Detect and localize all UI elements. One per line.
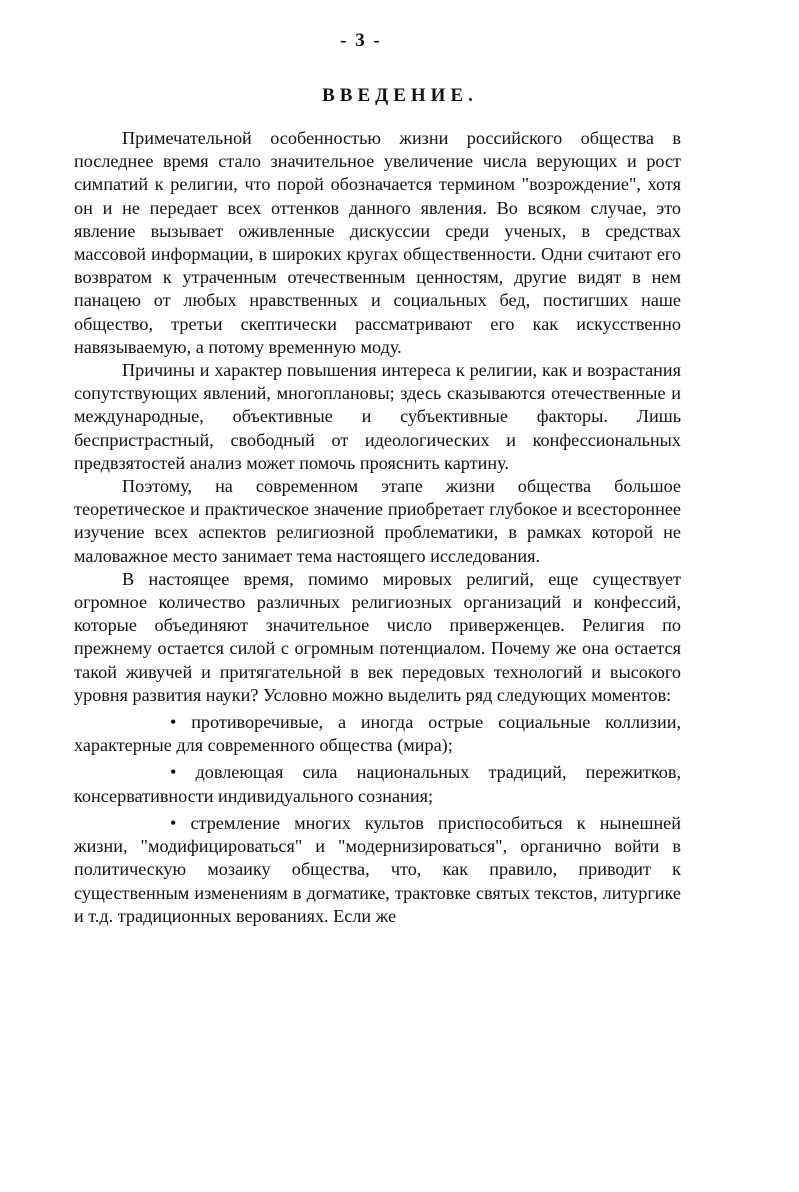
document-body (74, 127, 681, 928)
bullet-icon: • (170, 812, 177, 833)
paragraph-2: Причины и характер повышения интереса к религии, как и возрастания сопутствующих явлений, многоплановы; здесь сказываются отечественные и международные, объективные и субъективные факторы. Лишь беспристрастный, свободный от идеологических и конфессиональных предвзятостей анализ может помочь прояснить картину. (74, 360, 681, 473)
page-title: ВВЕДЕНИЕ. (322, 85, 478, 106)
bullet-item-1 (74, 711, 681, 757)
paragraph-4: В настоящее время, помимо мировых религий, еще существует огромное количество различных религиозных организаций и конфессий, которые объединяют значительное число приверженцев. Религия по прежнему остается силой с огромным потенциалом. Почему же она остается такой живучей и притягательной в век передовых технологий и высокого уровня развития науки? Условно можно выделить ряд следующих моментов: (74, 568, 681, 705)
bullet-text-2: довлеющая сила национальных традиций, пережитков, консервативности индивидуального сознания; (74, 762, 681, 806)
page-number: - 3 - (340, 30, 382, 51)
bullet-text-1: противоречивые, а иногда острые социальные коллизии, характерные для современного общества (мира); (74, 712, 681, 756)
bullet-text-3: стремление многих культов приспособиться к нынешней жизни, "модифицироваться" и "модернизироваться", органично войти в политическую мозаику общества, что, как правило, приводит к существенным изменениям в догматике, трактовке святых текстов, литургике и т.д. традиционных верованиях. Если же (74, 812, 681, 926)
bullet-item-3 (74, 812, 681, 928)
bullet-item-2 (74, 761, 681, 807)
bullet-icon: • (170, 762, 177, 783)
bullet-icon: • (170, 712, 177, 733)
paragraph-1: Примечательной особенностью жизни российского общества в последнее время стало значительное увеличение числа верующих и рост симпатий к религии, что порой обозначается термином "возрождение", хотя он и не передает всех оттенков данного явления. Во всяком случае, это явление вызывает оживленные дискуссии среди ученых, в средствах массовой информации, в широких кругах общественности. Одни считают его возвратом к утраченным отечественным ценностям, другие видят в нем панацею от любых нравственных и социальных бед, постигших наше общество, третьи скептически рассматривают его как искусственно навязываемую, а потому временную моду. (74, 128, 681, 357)
paragraph-3: Поэтому, на современном этапе жизни общества большое теоретическое и практическое значение приобретает глубокое и всестороннее изучение всех аспектов религиозной проблематики, в рамках которой не маловажное место занимает тема настоящего исследования. (74, 476, 681, 566)
